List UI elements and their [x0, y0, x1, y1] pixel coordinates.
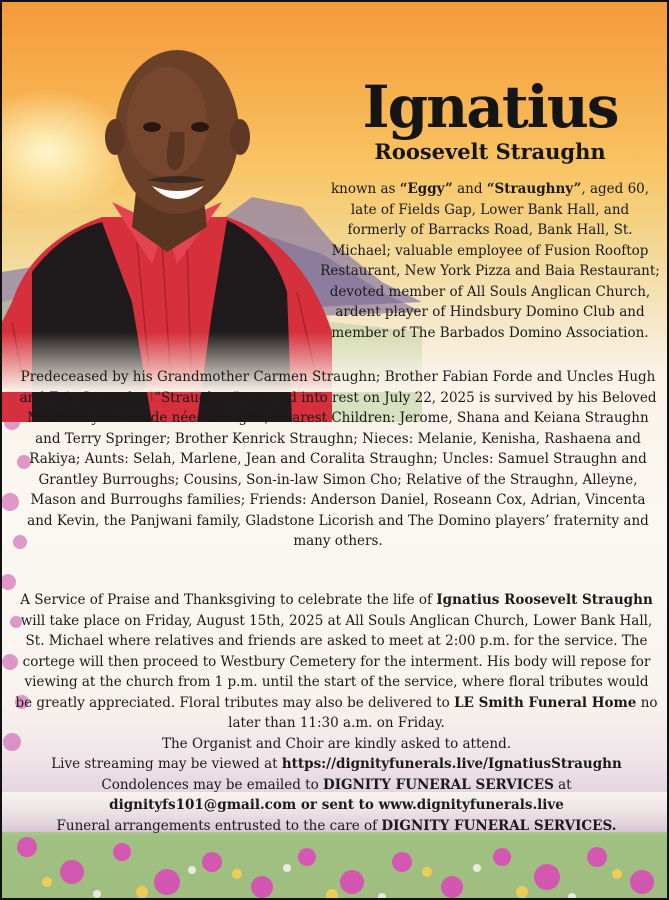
intro-text: known as: [330, 181, 400, 197]
organist-line: The Organist and Choir are kindly asked to attend.: [161, 735, 512, 752]
survivors-paragraph: [18, 367, 658, 552]
condolences-line: [14, 775, 659, 796]
arrangements-line: [14, 816, 659, 837]
streaming-text: Live streaming may be viewed at: [51, 756, 282, 772]
intro-text: , aged 60, late of Fields Gap, Lower Bank Hall, and formerly of Barracks Road, Bank Hall, St. Michael; valuable employee of Fusion Rooftop Restaurant, New York Pizza and Baia Restaurant; devoted member of All Souls Anglican Church, ardent player of Hindsbury Domino Club and member of The Barbados Domino Association.: [320, 181, 660, 341]
funeral-home-name: LE Smith Funeral Home: [454, 694, 637, 711]
service-paragraph: [14, 590, 659, 734]
intro-text: and: [452, 181, 487, 197]
condolences-text: Condolences may be emailed to: [101, 776, 324, 793]
deceased-full-name: Ignatius Roosevelt Straughn: [436, 592, 653, 608]
streaming-line: [14, 754, 659, 775]
condolences-text: at: [553, 776, 572, 793]
service-details: [14, 590, 659, 836]
arrangements-text: Funeral arrangements entrusted to the care of: [56, 817, 382, 834]
survivors-text: Predeceased by his Grandmother Carmen Straughn; Brother Fabian Forde and Uncles Hugh and Eric Straughn. “Straughny” entered into rest on July 22, 2025 is survived by his Beloved Mother Sylvia Forde née Straughn; Dearest Children: Jerome, Shana and Keiana Straughn and Terry Springer; Brother Kenrick Straughn; Nieces: Melanie, Kenisha, Rashaena and Rakiya; Aunts: Selah, Marlene, Jean and Coralita Straughn; Uncles: Samuel Straughn and Grantley Burroughs; Cousins, Son-in-law Simon Cho; Relative of the Straughn, Alleyne, Mason and Burroughs families; Friends: Anderson Daniel, Roseann Cox, Adrian, Vincenta and Kevin, the Panjwani family, Gladstone Licorish and The Domino players’ fraternity and many others.: [19, 369, 657, 549]
given-name: Ignatius: [362, 73, 618, 141]
full-surname: Roosevelt Straughn: [374, 139, 606, 164]
condolences-org: DIGNITY FUNERAL SERVICES: [323, 776, 554, 793]
nickname-straughny: “Straughny”: [486, 181, 582, 197]
streaming-link[interactable]: https://dignityfunerals.live/IgnatiusStraughn: [281, 756, 622, 772]
service-text: A Service of Praise and Thanksgiving to celebrate the life of: [20, 592, 437, 608]
service-text: will take place on Friday, August 15th, 2025 at All Souls Anglican Church, Lower Bank Hall, St. Michael where relatives and friends are asked to meet at 2:00 p.m. for the service. The cortege will then proceed to Westbury Cemetery for the interment. His body will repose for viewing at the church from 1 p.m. until the start of the service, where floral tributes would be greatly appreciated. Floral tributes may also be delivered to: [15, 612, 653, 711]
arrangements-org: DIGNITY FUNERAL SERVICES.: [381, 817, 617, 834]
nickname-eggy: “Eggy”: [399, 181, 453, 197]
email-address[interactable]: dignityfs101@gmail.com or sent to www.dignityfunerals.live: [109, 797, 564, 813]
intro-paragraph: [320, 179, 660, 343]
service-text: no later than 11:30 a.m. on Friday.: [228, 694, 658, 731]
email-line: [14, 795, 659, 816]
name-header: [320, 73, 660, 164]
